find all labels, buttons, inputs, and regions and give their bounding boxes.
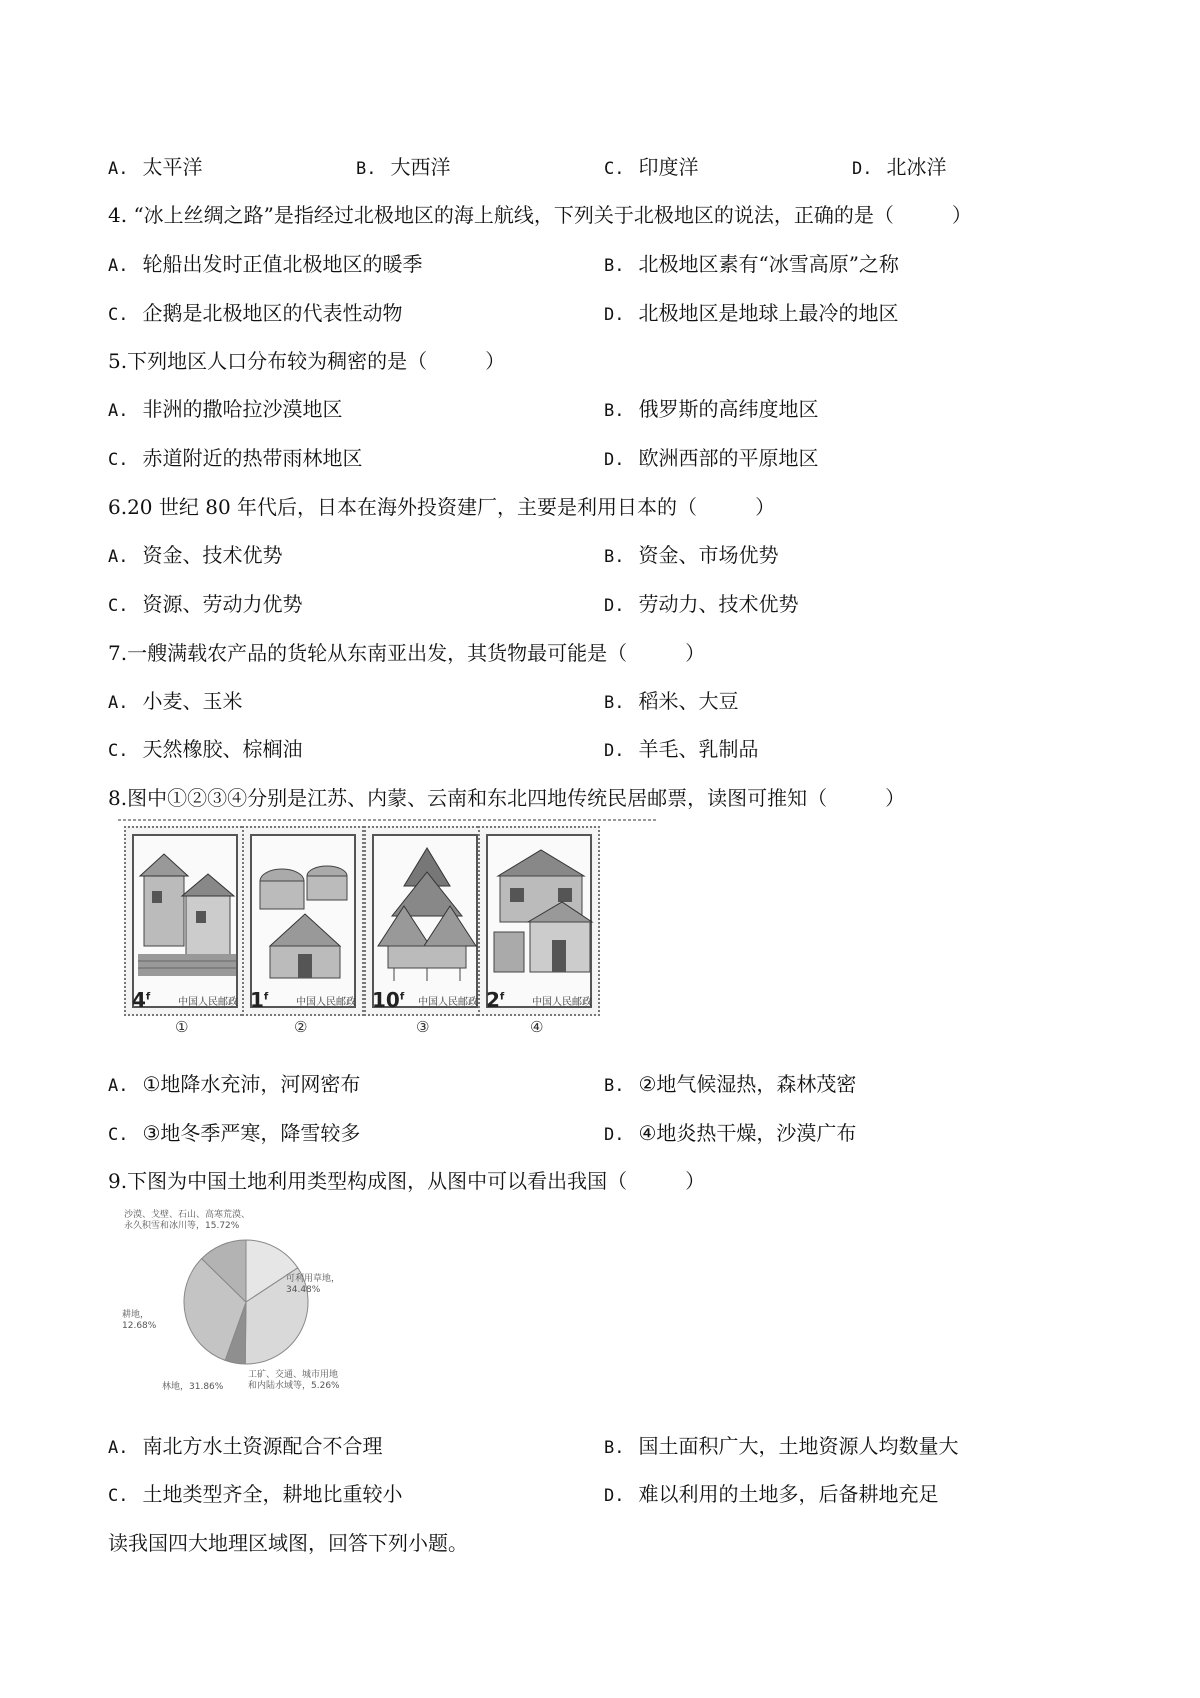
option-letter: D. <box>852 159 873 179</box>
stamps-figure <box>118 818 658 1040</box>
option-letter: A. <box>108 1076 129 1096</box>
q6-option-c[interactable] <box>108 591 302 619</box>
option-text: 轮船出发时正值北极地区的暖季 <box>142 252 423 276</box>
stem-text: 5.下列地区人口分布较为稠密的是（ <box>108 349 428 373</box>
stamp-post-label: 中国人民邮政 <box>532 997 592 1008</box>
question-6-stem <box>108 494 775 520</box>
option-letter: D. <box>604 596 625 616</box>
northeast-house-illustration <box>488 836 594 1010</box>
stem-text: 8.图中①②③④分别是江苏、内蒙、云南和东北四地传统民居邮票，读图可推知（ <box>108 786 828 810</box>
option-text: 非洲的撒哈拉沙漠地区 <box>142 397 343 421</box>
stamp-post-label: 中国人民邮政 <box>178 997 238 1008</box>
option-text: ①地降水充沛，河网密布 <box>142 1072 361 1096</box>
stem-close: ） <box>755 495 776 519</box>
option-letter: C. <box>604 159 625 179</box>
q9-option-a[interactable] <box>108 1433 382 1461</box>
option-letter: A. <box>108 547 129 567</box>
option-text: 难以利用的土地多，后备耕地充足 <box>638 1482 939 1506</box>
stem-text: 9.下图为中国土地利用类型构成图，从图中可以看出我国（ <box>108 1169 628 1193</box>
q5-option-a[interactable] <box>108 396 342 424</box>
q3-option-c[interactable] <box>604 154 698 182</box>
stamp-number-3: ③ <box>416 1018 430 1036</box>
option-letter: B. <box>604 1438 625 1458</box>
option-letter: C. <box>108 1486 129 1506</box>
q7-option-d[interactable] <box>604 736 758 764</box>
label-mining: 工矿、交通、城市用地 和内陆水域等，5.26% <box>248 1370 340 1391</box>
option-letter: B. <box>604 693 625 713</box>
stamp-number-1: ① <box>175 1018 189 1036</box>
q5-option-b[interactable] <box>604 396 818 424</box>
stem-text: 4. “冰上丝绸之路”是指经过北极地区的海上航线，下列关于北极地区的说法，正确的是（ <box>108 203 894 227</box>
q4-option-b[interactable] <box>604 251 899 279</box>
q4-option-a[interactable] <box>108 251 422 279</box>
label-desert: 沙漠、戈壁、石山、高寒荒漠、 永久积雪和冰川等，15.72% <box>124 1210 251 1231</box>
option-text: ②地气候湿热，森林茂密 <box>638 1072 857 1096</box>
option-text: 北极地区素有“冰雪高原”之称 <box>638 252 899 276</box>
stamp-value: 10$^f$ <box>372 988 405 1012</box>
label-farmland: 耕地， 12.68% <box>122 1310 157 1331</box>
stamp-1 <box>124 826 246 1016</box>
stamp-2 <box>242 826 364 1016</box>
question-7-stem <box>108 640 705 666</box>
stamp-value: 4$^f$ <box>132 988 151 1012</box>
option-letter: B. <box>604 256 625 276</box>
option-letter: D. <box>604 450 625 470</box>
stamp-3 <box>364 826 486 1016</box>
option-text: 小麦、玉米 <box>142 689 243 713</box>
option-text: 天然橡胶、棕榈油 <box>142 737 303 761</box>
q3-option-a[interactable] <box>108 154 202 182</box>
option-letter: D. <box>604 1486 625 1506</box>
stem-close: ） <box>951 203 972 227</box>
q6-option-a[interactable] <box>108 542 282 570</box>
q9-option-d[interactable] <box>604 1481 938 1509</box>
option-text: 企鹅是北极地区的代表性动物 <box>142 301 403 325</box>
label-forest: 林地，31.86% <box>162 1382 224 1392</box>
option-letter: A. <box>108 401 129 421</box>
q8-option-a[interactable] <box>108 1071 360 1099</box>
option-letter: A. <box>108 1438 129 1458</box>
stem-close: ） <box>685 641 706 665</box>
option-text: 大西洋 <box>390 155 451 179</box>
stamp-4 <box>478 826 600 1016</box>
q9-option-b[interactable] <box>604 1433 958 1461</box>
stem-close: ） <box>485 349 506 373</box>
option-text: 稻米、大豆 <box>638 689 739 713</box>
option-text: 南北方水土资源配合不合理 <box>142 1434 383 1458</box>
stamp-post-label: 中国人民邮政 <box>418 997 478 1008</box>
q8-option-c[interactable] <box>108 1120 360 1148</box>
option-text: 北冰洋 <box>886 155 947 179</box>
stem-text: 6.20 世纪 80 年代后，日本在海外投资建厂，主要是利用日本的（ <box>108 495 698 519</box>
question-4-stem <box>108 202 972 228</box>
option-text: 资源、劳动力优势 <box>142 592 303 616</box>
stamp-number-2: ② <box>294 1018 308 1036</box>
option-letter: B. <box>604 547 625 567</box>
yunnan-house-illustration <box>374 836 480 1010</box>
stamp-number-4: ④ <box>530 1018 544 1036</box>
q5-option-d[interactable] <box>604 445 818 473</box>
stem-close: ） <box>685 1169 706 1193</box>
option-text: 资金、市场优势 <box>638 543 779 567</box>
option-text: 印度洋 <box>638 155 699 179</box>
q6-option-d[interactable] <box>604 591 798 619</box>
option-letter: C. <box>108 305 129 325</box>
option-letter: A. <box>108 159 129 179</box>
option-letter: A. <box>108 256 129 276</box>
q3-option-b[interactable] <box>356 154 450 182</box>
question-5-stem <box>108 348 505 374</box>
option-text: 羊毛、乳制品 <box>638 737 759 761</box>
q4-option-d[interactable] <box>604 300 898 328</box>
q9-option-c[interactable] <box>108 1481 402 1509</box>
q4-option-c[interactable] <box>108 300 402 328</box>
stem-close: ） <box>885 786 906 810</box>
section-instruction: 读我国四大地理区域图，回答下列小题。 <box>108 1531 468 1555</box>
option-text: 资金、技术优势 <box>142 543 283 567</box>
q6-option-b[interactable] <box>604 542 778 570</box>
option-text: ④地炎热干燥，沙漠广布 <box>638 1121 857 1145</box>
option-letter: C. <box>108 596 129 616</box>
mongolia-yurt-illustration <box>252 836 358 1010</box>
q5-option-c[interactable] <box>108 445 362 473</box>
stamp-value: 1$^f$ <box>250 988 269 1012</box>
question-9-stem <box>108 1168 705 1194</box>
stamp-value: 2$^f$ <box>486 988 505 1012</box>
q8-option-d[interactable] <box>604 1120 856 1148</box>
option-text: ③地冬季严寒，降雪较多 <box>142 1121 361 1145</box>
stem-text: 7.一艘满载农产品的货轮从东南亚出发，其货物最可能是（ <box>108 641 628 665</box>
option-text: 国土面积广大，土地资源人均数量大 <box>638 1434 959 1458</box>
stamp-post-label: 中国人民邮政 <box>296 997 356 1008</box>
jiangsu-house-illustration <box>134 836 240 1010</box>
option-letter: C. <box>108 450 129 470</box>
option-text: 太平洋 <box>142 155 203 179</box>
q8-option-b[interactable] <box>604 1071 856 1099</box>
option-letter: B. <box>604 1076 625 1096</box>
option-letter: C. <box>108 741 129 761</box>
question-8-stem <box>108 785 905 811</box>
option-text: 北极地区是地球上最冷的地区 <box>638 301 899 325</box>
option-letter: B. <box>356 159 377 179</box>
option-text: 赤道附近的热带雨林地区 <box>142 446 363 470</box>
option-text: 劳动力、技术优势 <box>638 592 799 616</box>
land-use-pie-chart <box>118 1200 378 1410</box>
option-text: 土地类型齐全，耕地比重较小 <box>142 1482 403 1506</box>
q7-option-c[interactable] <box>108 736 302 764</box>
q3-option-d[interactable] <box>852 154 946 182</box>
option-text: 俄罗斯的高纬度地区 <box>638 397 819 421</box>
option-letter: B. <box>604 401 625 421</box>
label-grassland: 可利用草地， 34.48% <box>286 1274 341 1295</box>
option-letter: D. <box>604 741 625 761</box>
option-letter: D. <box>604 305 625 325</box>
option-letter: D. <box>604 1125 625 1145</box>
option-text: 欧洲西部的平原地区 <box>638 446 819 470</box>
q7-option-b[interactable] <box>604 688 738 716</box>
q7-option-a[interactable] <box>108 688 242 716</box>
option-letter: A. <box>108 693 129 713</box>
option-letter: C. <box>108 1125 129 1145</box>
